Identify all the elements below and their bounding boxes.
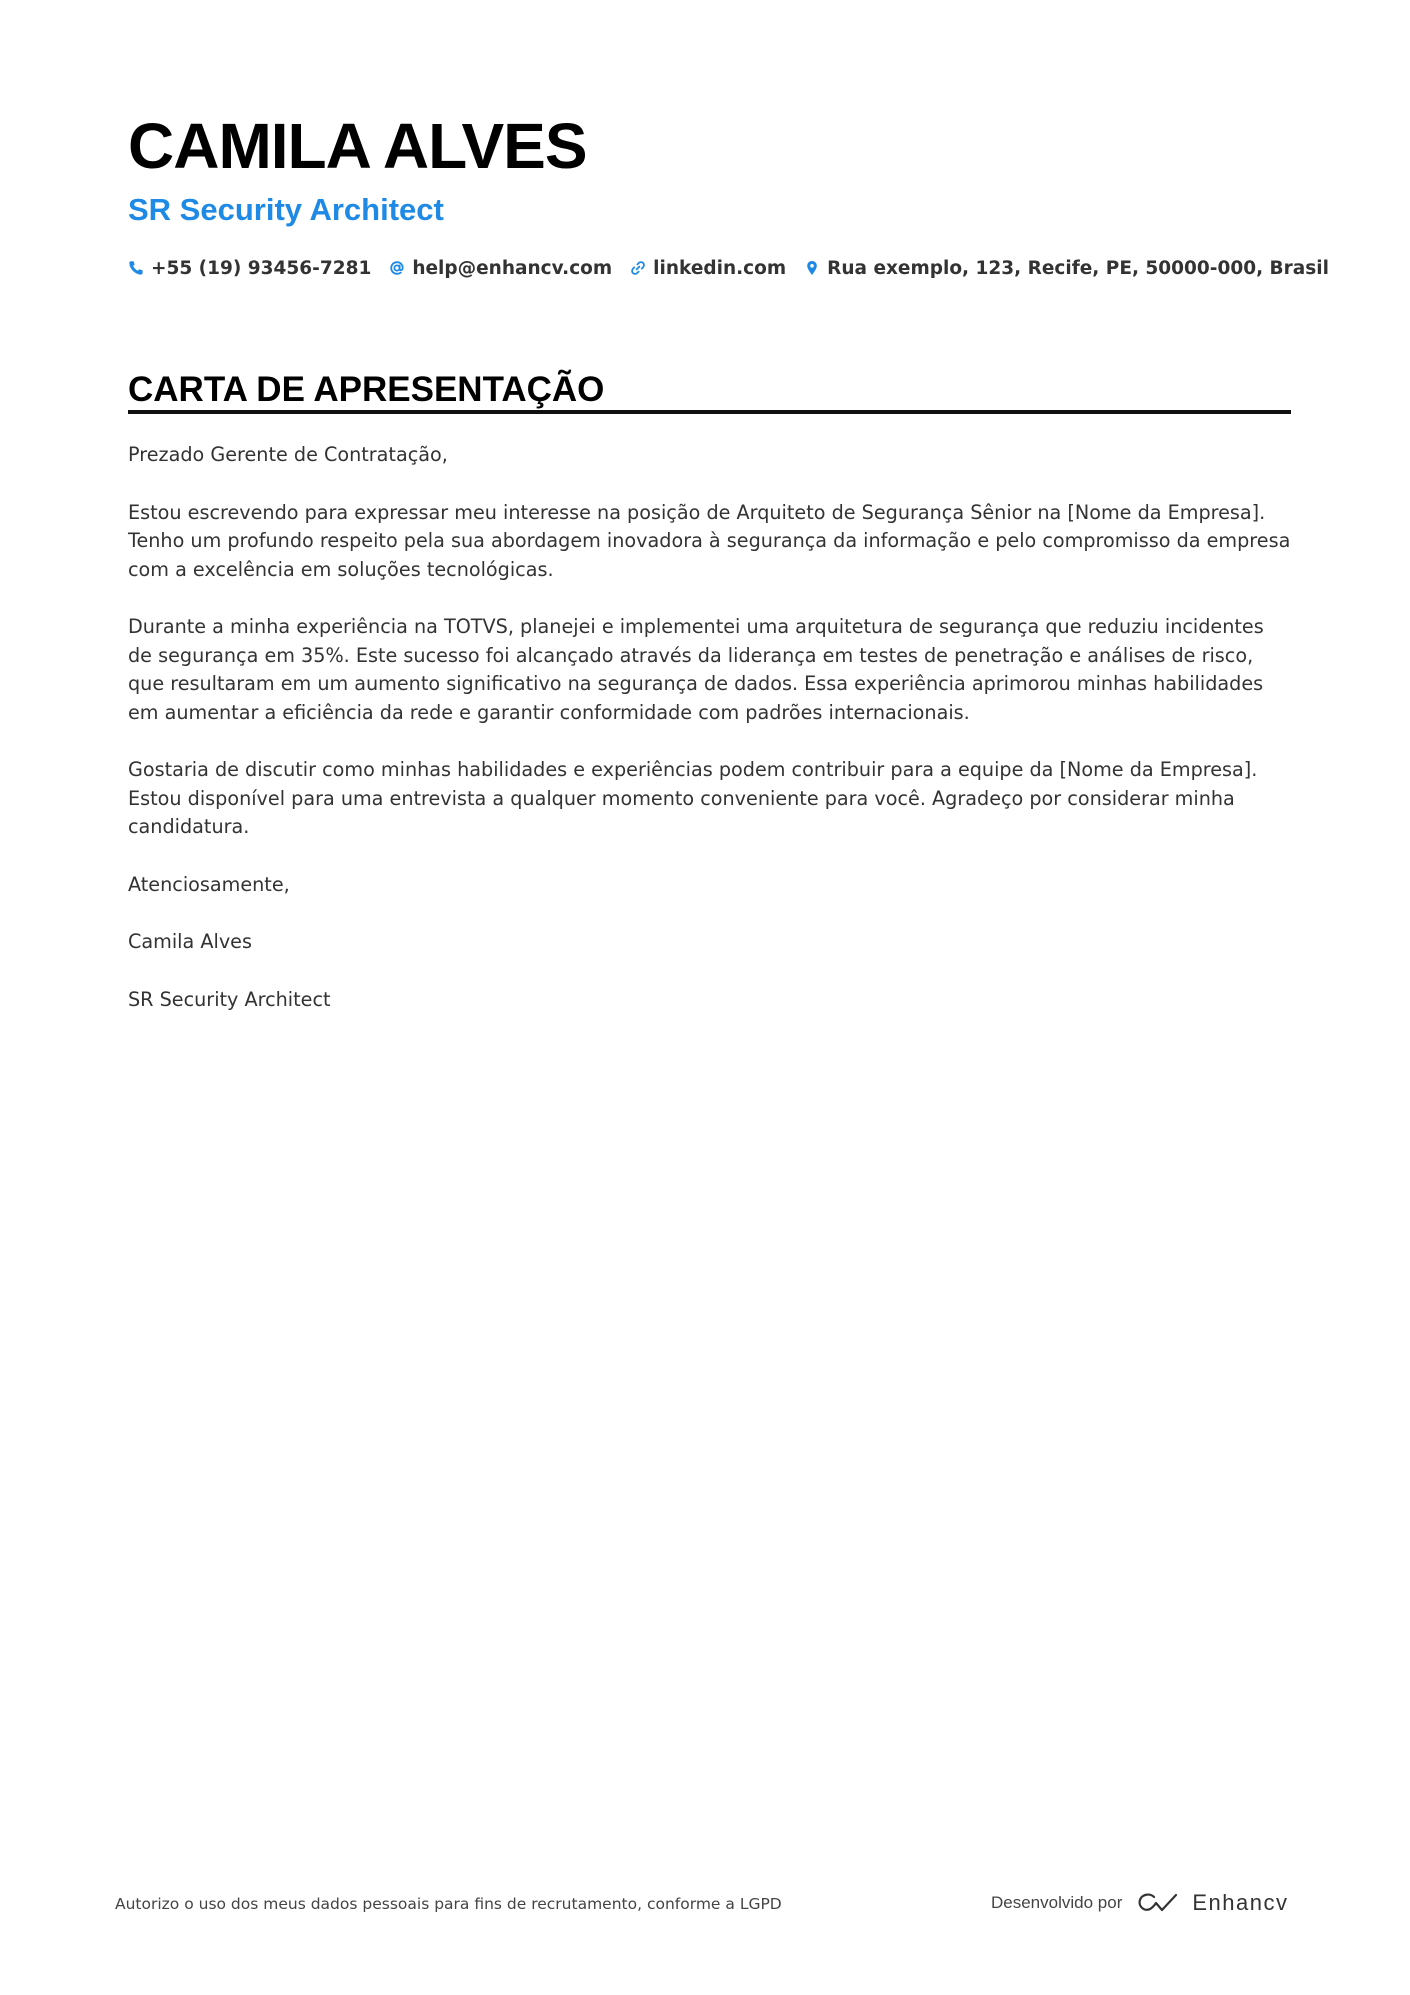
- contact-linkedin-text: linkedin.com: [653, 257, 787, 279]
- phone-icon: [128, 260, 144, 276]
- contact-phone-text: +55 (19) 93456-7281: [151, 257, 372, 279]
- enhancv-logo-wordmark: Enhancv: [1192, 1890, 1289, 1915]
- letter-body: [128, 441, 1293, 1043]
- contact-linkedin[interactable]: [630, 258, 786, 279]
- letter-signoff: Atenciosamente,: [128, 872, 290, 896]
- contact-bar: [128, 254, 1347, 282]
- candidate-role: SR Security Architect: [128, 192, 444, 227]
- footer-brand[interactable]: [991, 1890, 1288, 1916]
- location-pin-icon: [804, 260, 820, 276]
- section-divider: [128, 410, 1291, 414]
- at-sign-icon: [389, 260, 405, 276]
- contact-email[interactable]: [389, 258, 612, 279]
- enhancv-logo-icon: [1134, 1891, 1182, 1915]
- contact-email-text: help@enhancv.com: [412, 257, 613, 279]
- letter-paragraph-experience: Durante a minha experiência na TOTVS, planejei e implementei uma arquitetura de segurança que reduziu incidentes de segurança em 35%. Este sucesso foi alcançado através da liderança em testes de penetração e análises de risco, que resultaram em um aumento significativo na segurança de dados. Essa experiência aprimorou minhas habilidades em aumentar a eficiência da rede e garantir conformidade com padrões internacionais.: [128, 615, 1264, 724]
- letter-signature-role: SR Security Architect: [128, 987, 331, 1011]
- section-title: CARTA DE APRESENTAÇÃO: [128, 370, 605, 409]
- candidate-name: CAMILA ALVES: [128, 110, 587, 182]
- contact-address-text: Rua exemplo, 123, Recife, PE, 50000-000, Brasil: [827, 257, 1329, 279]
- letter-greeting: Prezado Gerente de Contratação,: [128, 443, 448, 466]
- footer-consent-note: Autorizo o uso dos meus dados pessoais para fins de recrutamento, conforme a LGPD: [115, 1895, 782, 1913]
- contact-phone[interactable]: [128, 258, 371, 279]
- powered-by-label: Desenvolvido por: [991, 1893, 1123, 1912]
- letter-signature-name: Camila Alves: [128, 930, 252, 953]
- letter-paragraph-closing: Gostaria de discutir como minhas habilidades e experiências podem contribuir para a equipe da [Nome da Empresa]. Estou disponível para uma entrevista a qualquer momento conveniente para você. Agradeço por considerar minha candidatura.: [128, 758, 1258, 838]
- letter-paragraph-intro: Estou escrevendo para expressar meu interesse na posição de Arquiteto de Segurança Sênior na [Nome da Empresa]. Tenho um profundo respeito pela sua abordagem inovadora à segurança da informação e pelo compromisso da empresa com a excelência em soluções tecnológicas.: [128, 500, 1291, 581]
- link-icon: [630, 260, 646, 276]
- contact-address[interactable]: [804, 258, 1329, 279]
